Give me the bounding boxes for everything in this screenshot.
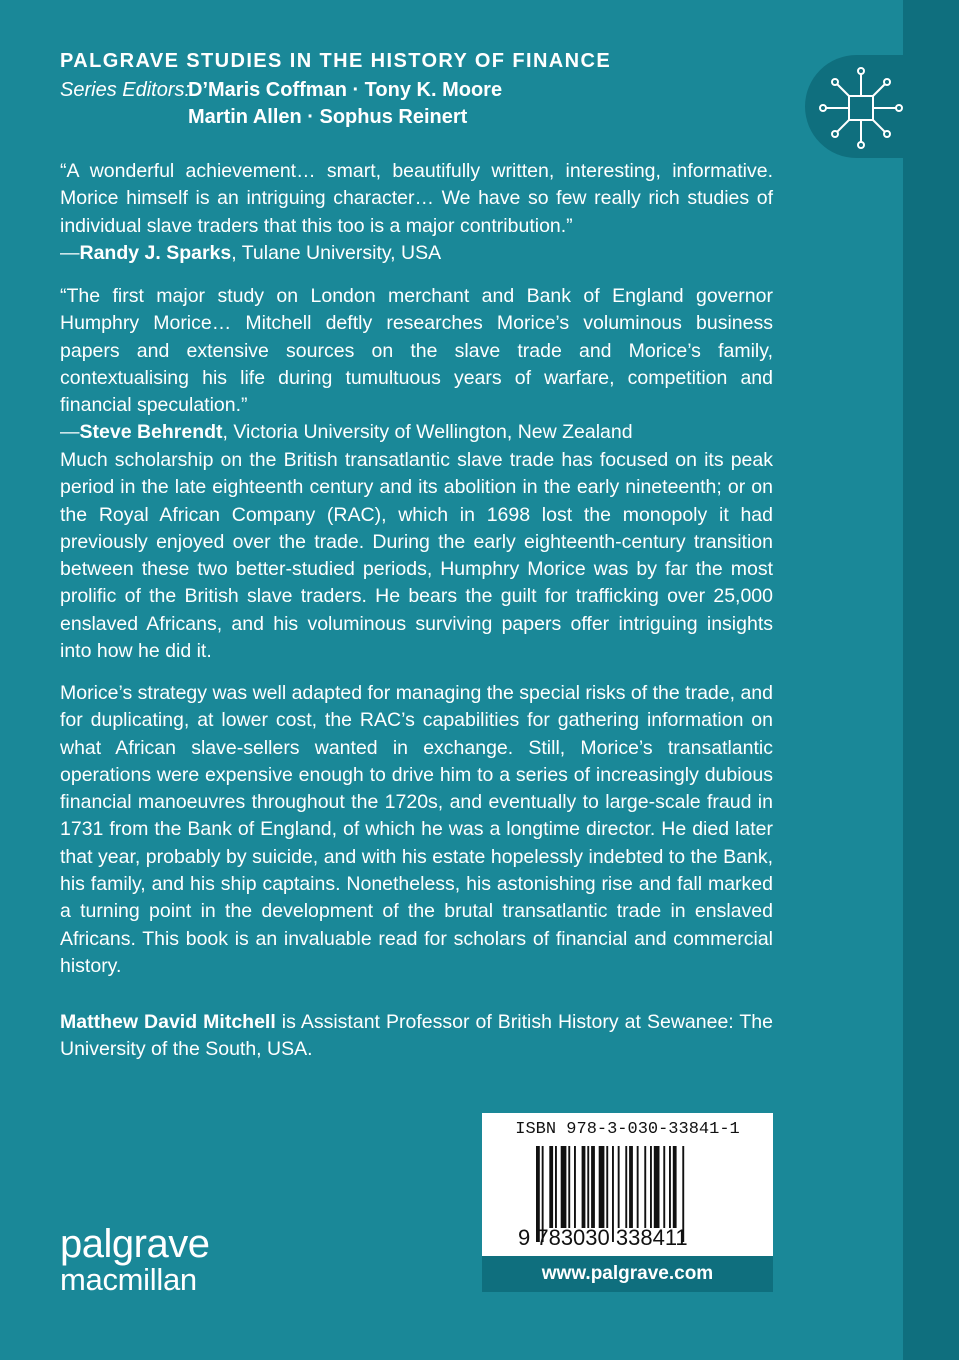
series-editors-line-2: Martin Allen · Sophus Reinert bbox=[188, 106, 468, 128]
barcode-bar bbox=[654, 1146, 660, 1228]
barcode-bar bbox=[669, 1146, 671, 1228]
spine-strip bbox=[903, 0, 959, 1360]
quote-author: Randy J. Sparks bbox=[79, 241, 232, 264]
isbn-text: ISBN 978-3-030-33841-1 bbox=[515, 1120, 740, 1139]
barcode-bar bbox=[599, 1146, 605, 1228]
quote-text: “A wonderful achievement… smart, beautifully written, interesting, informative. Morice himself is an intriguing character… We have so few really rich studies of individual slave traders that this too is a major contribution.” bbox=[60, 160, 773, 237]
barcode-bar bbox=[549, 1146, 553, 1228]
barcode-bar bbox=[574, 1146, 576, 1228]
series-editors-label: Series Editors: bbox=[60, 79, 191, 101]
barcode-bar bbox=[673, 1146, 677, 1228]
barcode-bar bbox=[650, 1146, 652, 1228]
quote-author: Steve Behrendt bbox=[79, 421, 223, 444]
endorsement-quote-1 bbox=[60, 158, 773, 267]
quote-affiliation: , Tulane University, USA bbox=[231, 241, 442, 264]
series-logo-tab bbox=[805, 55, 925, 158]
author-bio bbox=[60, 1009, 773, 1064]
quote-text: “The first major study on London merchant and Bank of England governor Humphry Morice… Mitchell deftly researches Morice’s voluminous business papers and extensive sources on the slave trade and Morice’s family, contextualising his life during tumultuous years of warfare, competition and financial speculation.” bbox=[60, 285, 773, 417]
palgrave-pivot-icon bbox=[819, 63, 909, 153]
publisher-url: www.palgrave.com bbox=[482, 1256, 773, 1292]
publisher-logo-line-2: macmillan bbox=[60, 1262, 197, 1297]
barcode-bar bbox=[644, 1146, 646, 1228]
quote-dash: — bbox=[60, 421, 80, 444]
barcode-bar bbox=[561, 1146, 567, 1228]
barcode-bar bbox=[606, 1146, 608, 1228]
author-bio-text: is Assistant Professor of British History at Sewanee: The University of the South, USA. bbox=[60, 1011, 773, 1061]
series-title: PALGRAVE STUDIES IN THE HISTORY OF FINANCE bbox=[60, 50, 612, 72]
barcode-bar bbox=[618, 1146, 620, 1228]
barcode-bar bbox=[637, 1146, 639, 1228]
barcode-bar bbox=[587, 1146, 589, 1228]
author-name: Matthew David Mitchell bbox=[60, 1011, 276, 1033]
blurb-paragraph-1: Much scholarship on the British transatlantic slave trade has focused on its peak period in the late eighteenth century and its abolition in the early nineteenth; or on the Royal African Company (RAC), which in 1698 lost the monopoly it had previously enjoyed over the trade. During the early eighteenth-century transition between these two better-studied periods, Humphry Morice was by far the most prolific of the British slave traders. He bears the guilt for trafficking over 25,000 enslaved Africans, and his voluminous surviving papers offer intriguing insights into how he did it. bbox=[60, 449, 773, 663]
endorsement-quote-2 bbox=[60, 283, 773, 447]
blurb-paragraph-2: Morice’s strategy was well adapted for managing the special risks of the trade, and for duplicating, at lower cost, the RAC’s capabilities for gathering information on what African slave-sellers wanted in exchange. Still, Morice’s transatlantic operations were expensive enough to drive him to a series of increasingly dubious financial manoeuvres throughout the 1720s, and eventually to large-scale fraud in 1731 from the Bank of England, of which he was a longtime director. He died later that year, probably by suicide, and with his estate hopelessly indebted to the Bank, his family, and his ship captains. Nonetheless, his astonishing rise and fall marked a turning point in the development of the brutal transatlantic trade in enslaved Africans. This book is an invaluable read for scholars of financial and commercial history. bbox=[60, 682, 773, 977]
barcode-bar bbox=[582, 1146, 586, 1228]
barcode-digits: 9 783030 338411 bbox=[518, 1225, 688, 1250]
series-editors-line-1: D’Maris Coffman · Tony K. Moore bbox=[188, 79, 503, 101]
barcode-bar bbox=[625, 1146, 627, 1228]
barcode-bar bbox=[629, 1146, 633, 1228]
barcode-bar bbox=[555, 1146, 557, 1228]
quote-dash: — bbox=[60, 241, 80, 264]
publisher-logo-line-1: palgrave bbox=[60, 1222, 210, 1266]
barcode-bar bbox=[663, 1146, 665, 1228]
quote-affiliation: , Victoria University of Wellington, New Zealand bbox=[222, 421, 633, 444]
barcode-bar bbox=[591, 1146, 595, 1228]
barcode-bar bbox=[568, 1146, 570, 1228]
